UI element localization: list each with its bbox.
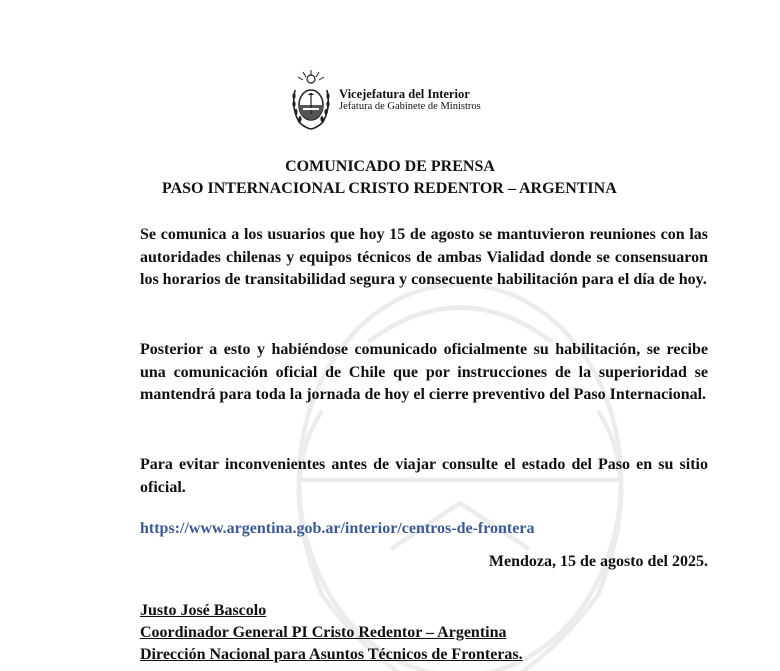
paragraph-2: Posterior a esto y habiéndose comunicado oficialmente su habilitación, se recibe una comunicación oficial de Chile que por instrucciones de la superioridad se mantendrá para toda la jornada de hoy el cierre preventivo del Paso Internacional. (140, 341, 708, 403)
signature-office: Dirección Nacional para Asuntos Técnicos de Fronteras. (140, 646, 523, 663)
argentina-coat-of-arms-icon (289, 68, 333, 132)
signature-role: Coordinador General PI Cristo Redentor – Argentina (140, 624, 507, 641)
document-subtitle: PASO INTERNACIONAL CRISTO REDENTOR – ARGENTINA (162, 180, 617, 197)
header-logo (289, 68, 481, 132)
paragraph-1: Se comunica a los usuarios que hoy 15 de agosto se mantuvieron reuniones con las autoridades chilenas y equipos técnicos de ambas Vialidad donde se consensuaron los horarios de transitabilidad segura y consecuente habilitación para el día de hoy. (140, 226, 708, 288)
dateline: Mendoza, 15 de agosto del 2025. (488, 553, 708, 570)
org-subtitle: Jefatura de Gabinete de Ministros (339, 101, 481, 113)
paragraph-3: Para evitar inconvenientes antes de viajar consulte el estado del Paso en su sitio oficial. (140, 456, 708, 496)
org-title: Vicejefatura del Interior (339, 86, 470, 101)
document-title: COMUNICADO DE PRENSA (285, 158, 495, 175)
signature-name: Justo José Bascolo (140, 602, 267, 619)
official-site-link[interactable]: https://www.argentina.gob.ar/interior/centros-de-frontera (140, 520, 535, 537)
